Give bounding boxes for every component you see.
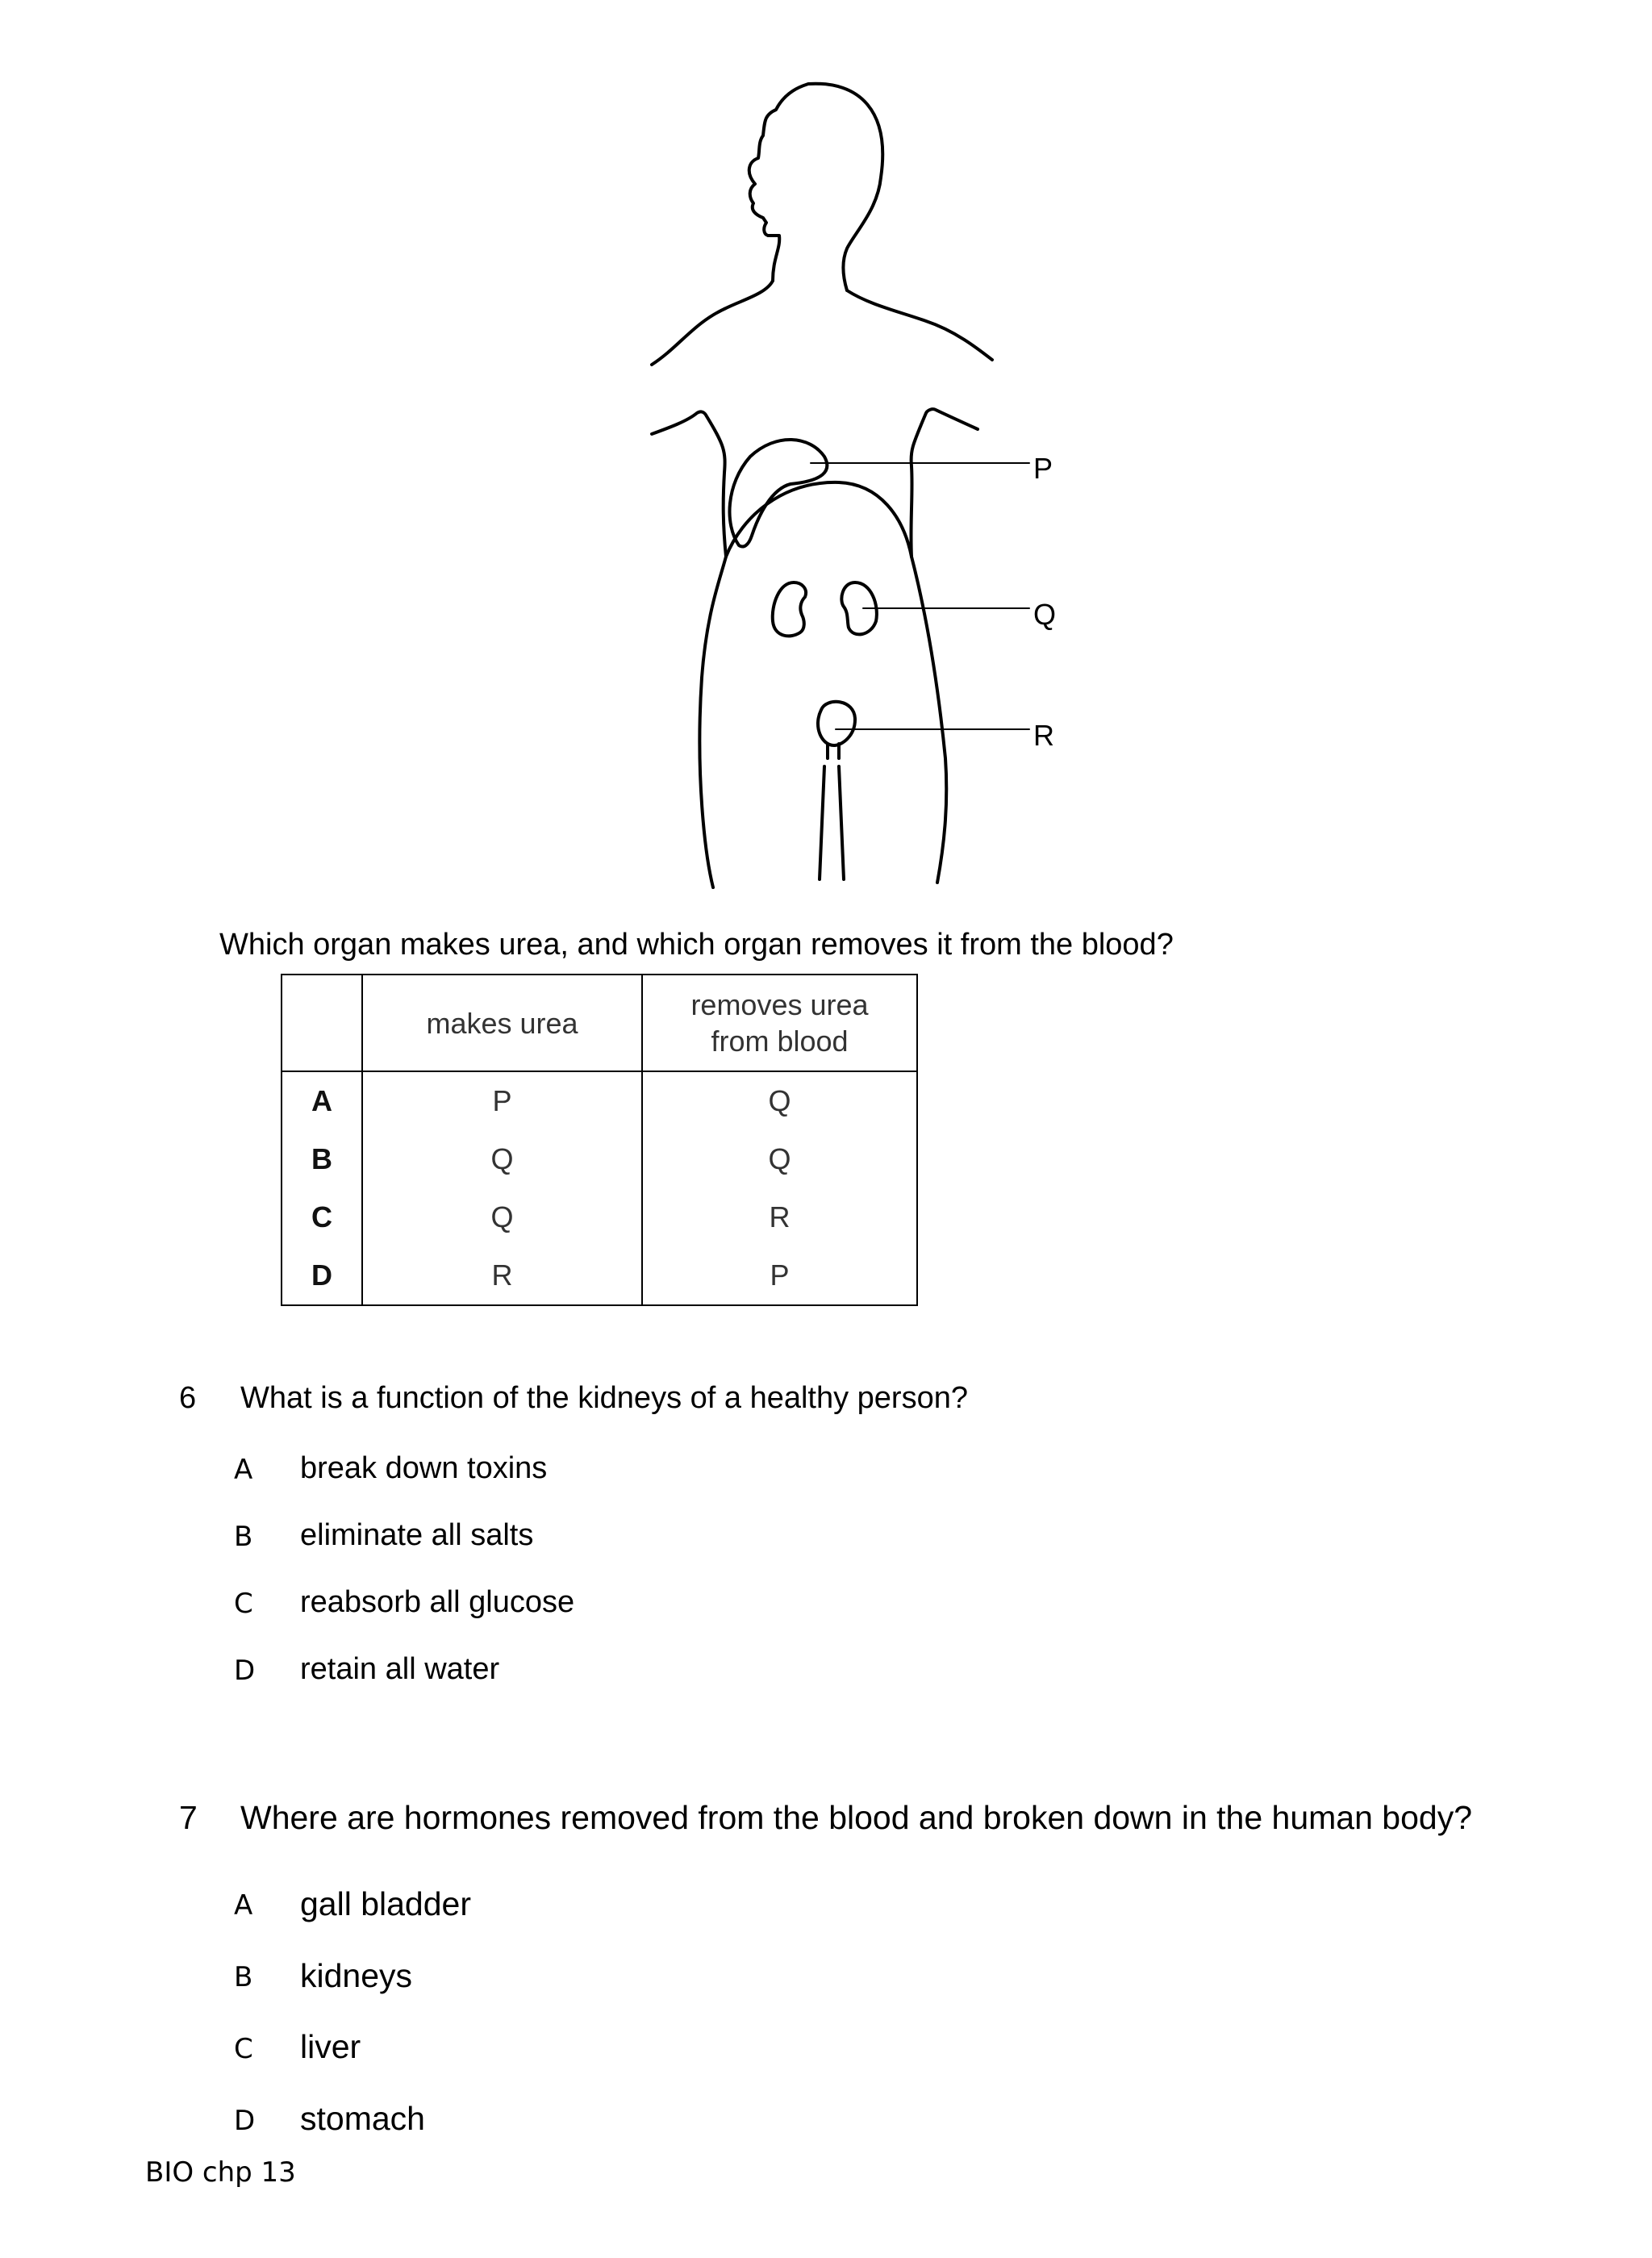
liver-outline <box>729 440 827 547</box>
option-text[interactable]: stomach <box>300 2100 425 2137</box>
option-text[interactable]: kidneys <box>300 1957 413 1994</box>
table-row <box>282 1130 917 1188</box>
row-key: A <box>282 1071 362 1130</box>
question5-stem: Which organ makes urea, and which organ removes it from the blood? <box>219 928 1174 962</box>
label-p: P <box>1033 452 1053 485</box>
table-row <box>282 1071 917 1130</box>
option-letter: D <box>234 2105 256 2137</box>
option-text[interactable]: retain all water <box>300 1652 500 1686</box>
table-header-makes: makes urea <box>362 975 642 1071</box>
table-header-removes <box>642 975 917 1071</box>
row-key: D <box>282 1246 362 1305</box>
option-letter: D <box>234 1655 256 1687</box>
left-leg-line <box>820 766 824 879</box>
label-r: R <box>1033 719 1054 752</box>
right-shoulder <box>847 290 992 360</box>
label-q: Q <box>1033 598 1057 631</box>
right-leg-line <box>839 766 844 879</box>
row-removes: R <box>642 1188 917 1246</box>
row-makes: Q <box>362 1188 642 1246</box>
row-key: B <box>282 1130 362 1188</box>
left-shoulder <box>652 281 773 365</box>
option-letter: C <box>234 1588 253 1620</box>
option-letter: B <box>234 1521 253 1553</box>
diaphragm-curve <box>726 482 912 557</box>
row-key: C <box>282 1188 362 1246</box>
body-diagram <box>0 0 1652 904</box>
option-text[interactable]: break down toxins <box>300 1451 548 1485</box>
question6-text: What is a function of the kidneys of a healthy person? <box>240 1381 968 1415</box>
table-row <box>282 1246 917 1305</box>
option-letter: A <box>234 1454 253 1486</box>
row-removes: Q <box>642 1071 917 1130</box>
table-header-row <box>282 975 917 1071</box>
row-makes: Q <box>362 1130 642 1188</box>
option-text[interactable]: reabsorb all glucose <box>300 1585 575 1619</box>
option-text[interactable]: eliminate all salts <box>300 1518 534 1552</box>
answer-table <box>281 974 918 1306</box>
page-footer: BIO chp 13 <box>145 2156 296 2189</box>
question7-number: 7 <box>179 1799 198 1836</box>
left-arm-line <box>652 411 726 557</box>
left-kidney <box>773 582 806 636</box>
left-torso <box>699 557 726 887</box>
question6-number: 6 <box>179 1381 197 1415</box>
bladder <box>818 702 855 745</box>
right-torso <box>912 557 946 883</box>
removes-header-text: removes urea from blood <box>690 988 869 1058</box>
option-letter: A <box>234 1889 253 1922</box>
table-row <box>282 1188 917 1246</box>
row-makes: P <box>362 1071 642 1130</box>
row-removes: P <box>642 1246 917 1305</box>
right-arm-line <box>911 409 978 557</box>
row-makes: R <box>362 1246 642 1305</box>
table-header-key <box>282 975 362 1071</box>
option-letter: B <box>234 1961 253 1993</box>
head-outline <box>749 84 882 290</box>
question7-text: Where are hormones removed from the blood and broken down in the human body? <box>240 1799 1473 1836</box>
option-text[interactable]: liver <box>300 2028 361 2065</box>
option-text[interactable]: gall bladder <box>300 1885 471 1922</box>
row-removes: Q <box>642 1130 917 1188</box>
option-letter: C <box>234 2033 253 2065</box>
